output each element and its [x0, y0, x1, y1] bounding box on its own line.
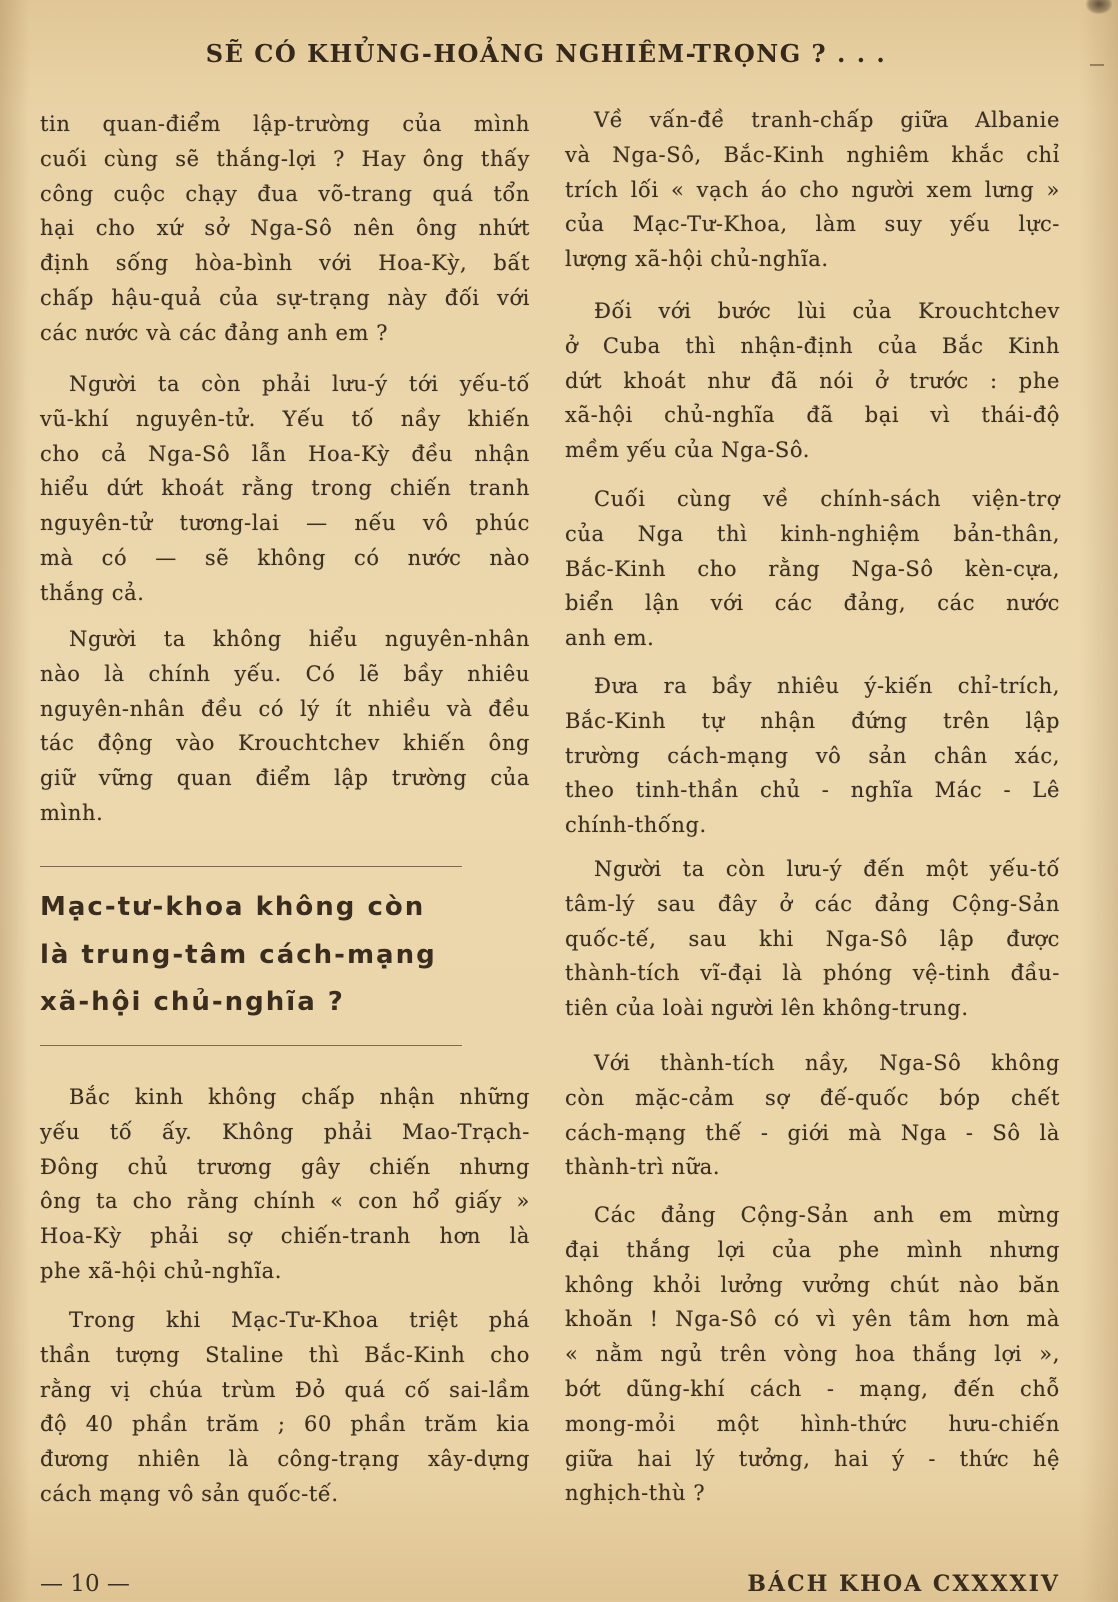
text-line: tác động vào Krouchtchev khiến ông — [40, 731, 530, 756]
text-line: cách-mạng thế - giới mà Nga - Sô là — [565, 1120, 1060, 1145]
text-line: « nằm ngủ trên vòng hoa thắng lợi », — [565, 1342, 1060, 1367]
text-line: vũ-khí nguyên-tử. Yếu tố nầy khiến — [40, 406, 530, 431]
text-line: của Mạc-Tư-Khoa, làm suy yếu lực- — [565, 212, 1060, 237]
paragraph — [565, 1046, 1060, 1185]
text-line: Người ta còn phải lưu-ý tới yếu-tố — [69, 372, 530, 396]
text-line: định sống hòa-bình với Hoa-Kỳ, bất — [40, 251, 530, 276]
paragraph — [565, 482, 1060, 656]
paragraph — [40, 107, 530, 351]
text-line: lượng xã-hội chủ-nghĩa. — [565, 247, 829, 272]
text-line: thần tượng Staline thì Bắc-Kinh cho — [40, 1342, 530, 1367]
text-line: ở Cuba thì nhận-định của Bắc Kinh — [565, 333, 1060, 358]
text-line: hại cho xứ sở Nga-Sô nên ông nhứt — [40, 216, 530, 241]
text-line: chấp hậu-quả của sự-trạng này đối với — [40, 285, 530, 310]
text-line: khoăn ! Nga-Sô có vì yên tâm hơn mà — [565, 1307, 1060, 1332]
text-line: thành-tích vĩ-đại là phóng vệ-tinh đầu- — [565, 961, 1060, 986]
text-line: rằng vị chúa trùm Đỏ quá cố sai-lầm — [40, 1377, 530, 1402]
text-line: hiểu dứt khoát rằng trong chiến tranh — [40, 476, 530, 501]
text-line: các nước và các đảng anh em ? — [40, 320, 389, 345]
text-line: Đối với bước lùi của Krouchtchev — [594, 299, 1060, 323]
text-line: đại thắng lợi của phe mình nhưng — [565, 1237, 1060, 1262]
text-line: cuối cùng sẽ thắng-lợi ? Hay ông thấy — [40, 146, 530, 171]
text-line: cách mạng vô sản quốc-tế. — [40, 1481, 339, 1506]
text-line: cho cả Nga-Sô lẫn Hoa-Kỳ đều nhận — [40, 441, 530, 466]
page-number: — 10 — — [40, 1571, 130, 1597]
text-line: mà có — sẽ không có nước nào — [40, 545, 530, 570]
text-line: bớt dũng-khí cách - mạng, đến chỗ — [565, 1376, 1060, 1401]
text-line: theo tinh-thần chủ - nghĩa Mác - Lê — [565, 778, 1060, 803]
text-line: trích lối « vạch áo cho người xem lưng » — [565, 177, 1060, 202]
paragraph — [565, 1198, 1060, 1511]
text-line: dứt khoát như đã nói ở trước : phe — [565, 368, 1060, 393]
text-line: yếu tố ấy. Không phải Mao-Trạch- — [40, 1119, 530, 1144]
running-title: SẼ CÓ KHỦNG-HOẢNG NGHIÊM-TRỌNG ? . . . — [205, 39, 887, 68]
text-line: nguyên-tử tương-lai — nếu vô phúc — [40, 511, 530, 536]
text-line: tiên của loài người lên không-trung. — [565, 996, 969, 1021]
paragraph — [40, 1303, 530, 1512]
text-line: Đông chủ trương gây chiến nhưng — [40, 1154, 530, 1179]
paragraph — [565, 103, 1060, 277]
section-heading — [40, 884, 530, 1027]
heading-line: là trung-tâm cách-mạng — [40, 939, 437, 970]
text-line: không khỏi lưởng vưởng chút nào băn — [565, 1272, 1060, 1297]
heading-line: Mạc-tư-khoa không còn — [40, 892, 426, 922]
text-line: phe xã-hội chủ-nghĩa. — [40, 1258, 283, 1283]
heading-line: xã-hội chủ-nghĩa ? — [40, 987, 345, 1017]
text-line: ông ta cho rằng chính « con hổ giấy » — [40, 1189, 530, 1214]
text-line: nguyên-nhân đều có lý ít nhiều và đều — [40, 696, 530, 721]
text-line: đương nhiên là công-trạng xây-dựng — [40, 1447, 530, 1472]
text-line: biển lận với các đảng, các nước — [565, 591, 1060, 616]
text-line: Trong khi Mạc-Tư-Khoa triệt phá — [69, 1308, 530, 1332]
text-line: nào là chính yếu. Có lẽ bầy nhiêu — [40, 661, 530, 686]
text-line: quốc-tế, sau khi Nga-Sô lập được — [565, 926, 1060, 951]
paragraph — [565, 294, 1060, 468]
text-line: Bắc-Kinh tự nhận đứng trên lập — [565, 708, 1060, 733]
text-line: giữ vững quan điểm lập trường của — [40, 766, 530, 791]
text-line: Các đảng Cộng-Sản anh em mừng — [594, 1203, 1060, 1227]
text-line: Bắc kinh không chấp nhận những — [69, 1085, 530, 1109]
text-line: Với thành-tích nầy, Nga-Sô không — [594, 1051, 1060, 1075]
paragraph — [565, 852, 1060, 1026]
paragraph — [565, 669, 1060, 843]
text-line: chính-thống. — [565, 813, 707, 838]
text-line: Đưa ra bầy nhiêu ý-kiến chỉ-trích, — [594, 674, 1060, 698]
text-line: Bắc-Kinh cho rằng Nga-Sô kèn-cựa, — [565, 556, 1060, 581]
text-line: thắng cả. — [40, 580, 145, 605]
text-line: mềm yếu của Nga-Sô. — [565, 438, 811, 463]
text-line: Người ta không hiểu nguyên-nhân — [69, 627, 530, 651]
text-line: Hoa-Kỳ phải sợ chiến-tranh hơn là — [40, 1224, 530, 1249]
text-line: còn mặc-cảm sợ đế-quốc bóp chết — [565, 1085, 1060, 1110]
text-line: công cuộc chạy đua võ-trang quá tổn — [40, 181, 530, 206]
text-line: thành-trì nữa. — [565, 1155, 721, 1180]
text-line: xã-hội chủ-nghĩa đã bại vì thái-độ — [565, 403, 1060, 428]
scan-dash — [1090, 64, 1104, 66]
text-line: mong-mỏi một hình-thức hưu-chiến — [565, 1411, 1060, 1436]
paragraph — [40, 367, 530, 611]
text-line: nghịch-thù ? — [565, 1481, 706, 1506]
publication-name: BÁCH KHOA CXXXXIV — [747, 1571, 1060, 1597]
text-line: Về vấn-đề tranh-chấp giữa Albanie — [594, 108, 1060, 132]
text-line: trường cách-mạng vô sản chân xác, — [565, 743, 1060, 768]
text-line: và Nga-Sô, Bắc-Kinh nghiêm khắc chỉ — [565, 142, 1060, 167]
text-line: anh em. — [565, 626, 655, 651]
text-line: mình. — [40, 800, 104, 825]
section-rule-top — [40, 866, 462, 867]
text-line: Cuối cùng về chính-sách viện-trợ — [594, 487, 1060, 511]
text-line: Người ta còn lưu-ý đến một yếu-tố — [594, 857, 1060, 881]
paragraph — [40, 1080, 530, 1289]
section-rule-bottom — [40, 1045, 462, 1046]
scan-mark — [1086, 0, 1112, 14]
text-line: tâm-lý sau đây ở các đảng Cộng-Sản — [565, 891, 1060, 916]
text-line: độ 40 phần trăm ; 60 phần trăm kia — [40, 1412, 530, 1437]
text-line: tin quan-điểm lập-trường của mình — [40, 112, 530, 136]
paragraph — [40, 622, 530, 831]
text-line: giữa hai lý tưởng, hai ý - thức hệ — [565, 1446, 1060, 1471]
text-line: của Nga thì kinh-nghiệm bản-thân, — [565, 521, 1060, 546]
